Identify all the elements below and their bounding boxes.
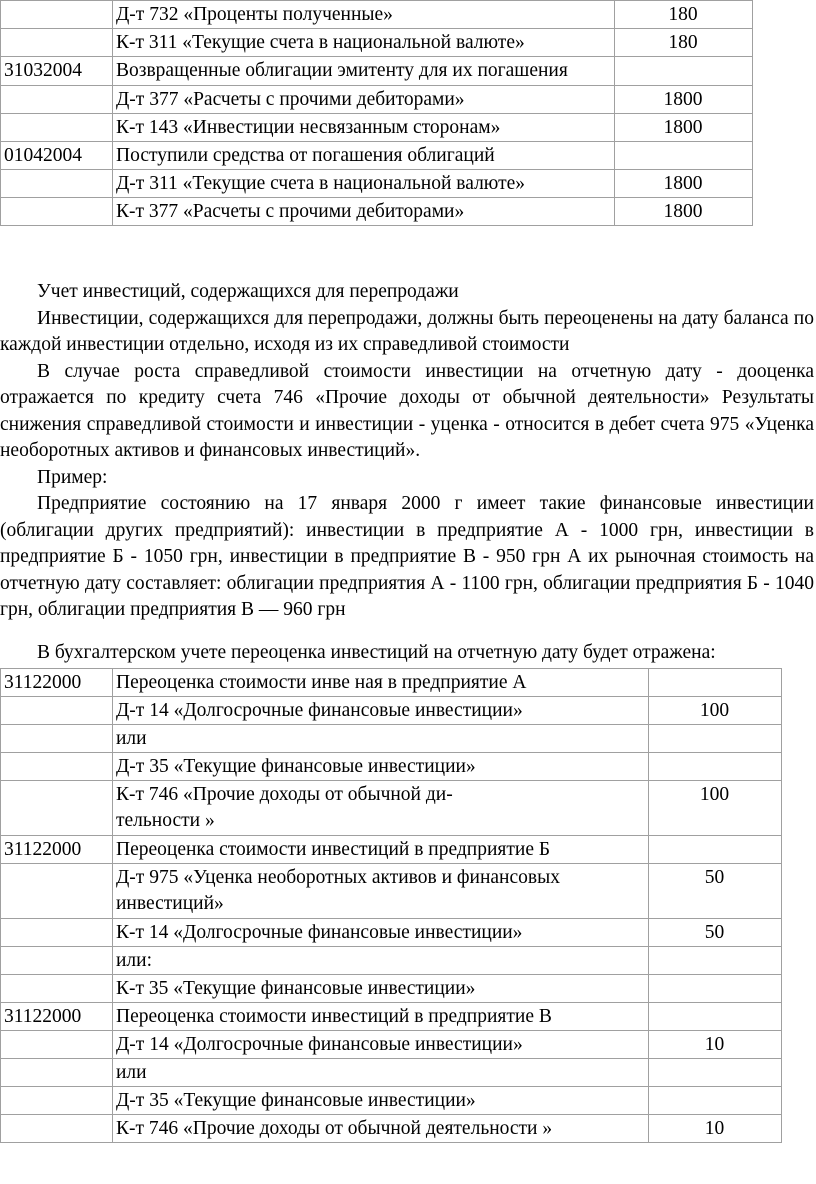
date-cell: 31032004 [1, 57, 113, 86]
table-row [1, 864, 782, 919]
date-cell: 31122000 [1, 669, 113, 697]
date-cell [1, 1115, 113, 1143]
table-row [1, 57, 753, 86]
description-cell: К-т 377 «Расчеты с прочими дебиторами» [113, 198, 615, 226]
description-cell: К-т 35 «Текущие финансовые инвестиции» [113, 975, 649, 1003]
description-cell: Поступили средства от погашения облигаций [113, 142, 615, 170]
table-row [1, 29, 753, 57]
amount-cell: 50 [649, 864, 782, 919]
section-heading: Учет инвестиций, содержащихся для перепродажи [37, 281, 459, 302]
description-cell: К-т 746 «Прочие доходы от обычной ди-тельности » [113, 781, 649, 836]
table-row [1, 725, 782, 753]
date-cell [1, 198, 113, 226]
amount-cell: 1800 [615, 198, 753, 226]
table-row [1, 170, 753, 198]
amount-cell: 100 [649, 781, 782, 836]
table-row [1, 142, 753, 170]
amount-cell [615, 142, 753, 170]
table-row [1, 1, 753, 29]
date-cell [1, 753, 113, 781]
amount-cell: 1800 [615, 170, 753, 198]
amount-cell: 1800 [615, 114, 753, 142]
amount-cell: 50 [649, 919, 782, 947]
amount-cell: 100 [649, 697, 782, 725]
date-cell [1, 1, 113, 29]
table-row [1, 198, 753, 226]
table-row [1, 781, 782, 836]
date-cell [1, 1087, 113, 1115]
description-cell: Переоценка стоимости инвестиций в предприятие В [113, 1003, 649, 1031]
table-row [1, 1031, 782, 1059]
description-cell: Д-т 732 «Проценты полученные» [113, 1, 615, 29]
amount-cell [649, 669, 782, 697]
amount-cell: 10 [649, 1115, 782, 1143]
description-cell: Д-т 975 «Уценка необоротных активов и финансовых инвестиций» [113, 864, 649, 919]
date-cell [1, 170, 113, 198]
paragraph: Предприятие состоянию на 17 января 2000 г имеет такие финансовые инвестиции (облигации других предприятий): инвестиции в предприятие А - 1000 грн, инвестиции в предприятие Б - 1050 грн, инвестиции в предприятие В - 950 грн А их рыночная стоимость на отчетную дату составляет: облигации предприятия А - 1100 грн, облигации предприятия Б - 1040 грн, облигации предприятия В — 960 грн [0, 493, 814, 620]
table-row [1, 836, 782, 864]
table-row [1, 1003, 782, 1031]
paragraph: Инвестиции, содержащихся для перепродажи, должны быть переоценены на дату баланса по каждой инвестиции отдельно, исходя из их справедливой стоимости [0, 307, 814, 355]
amount-cell [649, 1059, 782, 1087]
table-row [1, 86, 753, 114]
amount-cell [649, 975, 782, 1003]
table-row [1, 1115, 782, 1143]
table-row [1, 975, 782, 1003]
intro-text [0, 640, 814, 667]
date-cell: 31122000 [1, 836, 113, 864]
description-cell: Д-т 35 «Текущие финансовые инвестиции» [113, 753, 649, 781]
table-row [1, 669, 782, 697]
description-cell: К-т 143 «Инвестиции несвязанным сторонам» [113, 114, 615, 142]
body-text [0, 279, 814, 624]
amount-cell [649, 947, 782, 975]
amount-cell: 10 [649, 1031, 782, 1059]
date-cell [1, 975, 113, 1003]
date-cell [1, 725, 113, 753]
description-cell: К-т 311 «Текущие счета в национальной валюте» [113, 29, 615, 57]
description-cell: Д-т 14 «Долгосрочные финансовые инвестиции» [113, 697, 649, 725]
date-cell [1, 1031, 113, 1059]
description-cell: Д-т 377 «Расчеты с прочими дебиторами» [113, 86, 615, 114]
description-cell: К-т 14 «Долгосрочные финансовые инвестиции» [113, 919, 649, 947]
amount-cell [649, 753, 782, 781]
date-cell [1, 947, 113, 975]
description-cell: Д-т 311 «Текущие счета в национальной валюте» [113, 170, 615, 198]
paragraph: В случае роста справедливой стоимости инвестиции на отчетную дату - дооценка отражается по кредиту счета 746 «Прочие доходы от обычной деятельности» Результаты снижения справедливой стоимости и инвестиции - уценка - относится в дебет счета 975 «Уценка необоротных активов и финансовых инвестиций». [0, 360, 814, 461]
date-cell [1, 86, 113, 114]
description-cell: или [113, 725, 649, 753]
date-cell [1, 781, 113, 836]
date-cell [1, 864, 113, 919]
table-row [1, 753, 782, 781]
date-cell [1, 1059, 113, 1087]
amount-cell [649, 836, 782, 864]
description-cell: Д-т 35 «Текущие финансовые инвестиции» [113, 1087, 649, 1115]
table-row [1, 114, 753, 142]
table-row [1, 1059, 782, 1087]
example-label: Пример: [37, 466, 108, 488]
amount-cell [649, 1003, 782, 1031]
table-row [1, 947, 782, 975]
date-cell [1, 697, 113, 725]
description-cell: Д-т 14 «Долгосрочные финансовые инвестиции» [113, 1031, 649, 1059]
description-cell: Переоценка стоимости инвестиций в предприятие Б [113, 836, 649, 864]
description-cell: или: [113, 947, 649, 975]
date-cell [1, 114, 113, 142]
date-cell [1, 29, 113, 57]
journal-table-2 [0, 668, 782, 1143]
description-cell: К-т 746 «Прочие доходы от обычной деятельности » [113, 1115, 649, 1143]
amount-cell: 1800 [615, 86, 753, 114]
table-row [1, 919, 782, 947]
paragraph: В бухгалтерском учете переоценка инвестиций на отчетную дату будет отражена: [37, 642, 716, 663]
amount-cell [649, 1087, 782, 1115]
amount-cell: 180 [615, 1, 753, 29]
date-cell: 31122000 [1, 1003, 113, 1031]
table-row [1, 697, 782, 725]
description-cell: Переоценка стоимости инве ная в предприятие А [113, 669, 649, 697]
description-cell: или [113, 1059, 649, 1087]
date-cell: 01042004 [1, 142, 113, 170]
amount-cell [649, 725, 782, 753]
description-cell: Возвращенные облигации эмитенту для их погашения [113, 57, 615, 86]
date-cell [1, 919, 113, 947]
amount-cell: 180 [615, 29, 753, 57]
journal-table-1 [0, 0, 753, 226]
amount-cell [615, 57, 753, 86]
table-row [1, 1087, 782, 1115]
